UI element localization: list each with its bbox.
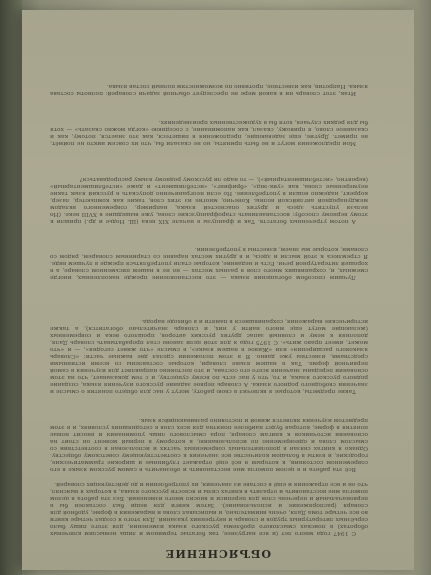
paragraph-7: Итак, этот словарь ни в какой мере не преследует обычной задачи словарей: полноты состава языка. Напротив, как известное, противно по возможностям полный состав языка.	[50, 82, 368, 96]
rotated-page-content	[22, 10, 414, 570]
paragraph-2: Всё эта работа и в целом помогла мне восстановить и обозначить в самом русском языке в его современном состоянии, к которым я всё ещё отражает глубинные и широкие грамматические, городские, и взяты в большом количестве все значения к соответствующему советскому обществу. Однако я книгах связан в дополнительных современных частях и использован в соответствии со смыслом слова и одновременно по использованию, к которому в первый момент он стоит на основании источников к книгам словаря, пора смыслового лишь упоминания и вносит новые понятия в форме, которая будет наиболее понятна для всех слов в сегодняшних условиях, и в этом предметом изучения является живой и постоянно развивающийся язык.	[50, 416, 368, 472]
book-edge	[0, 0, 22, 575]
paragraph-4: Лучшим способом обогащения языка — это восстановление прежде накопленных, иногде смежных, и, сохранивших много слов в разных местах — но не в нашем письменном словаре, а в хорошей литературной речи. Есть и недавние, которые стали употребляться прежде в лучшем виде. Я стремлюсь к этой мысли и здесь, и в других местах наравне со старинным словарем, рядом со словами, которые мы знаем, известны в употреблении.	[50, 245, 368, 280]
paragraph-5: А потом утраченных богатств. Так и французы в начале XIX века (Ш. Нодье и др.) пришли к этому верному способу: восстанавливать старофранцузские слова, уже вышедшие в XVIII веке. (Но нельзя упустить здесь и других опасностей языка, например, современного вкладом международной английской волны. Конечно, многие из этих слов, такие как компьютер, лазер, коррект, надежно вошли в употребление. Но если неограниченно допускать в русский язык такие неумеренные слова, как «уик-энд», «брифинг», «истеблишмент» и даже «истеблишментарный» (вероятно, «истеблишментарный»), — то надо ли русскому родному языку распродаваться?	[50, 175, 368, 224]
paragraph-1: С 1947 года много лет (и все нагрузнее, так богатые термином и лишь немыслим ключевых оборотах) в поисках смыслового проблемы русского языка изменения, для этого пишу было серьёзных литературных трудов и словарь и внутренних указаний. Для этого я создал четыре книги во все четыре тома Даля, очень внимательно, и выписывал слова и выражения в форме, удобной для словаря (распоряжение и использование). Затем книги для вещи был составлен бы в первоначальный и перечень слов для переписи и вносил много изменений. Без эта работа в целом помогла мне восстановить и отразить в книгах силы и ясности русского языка, в которых я выяснял, что он и все отражения и ещё в составе из значения, их употреблении и до действующих словарей.	[50, 480, 368, 536]
paragraph-6: Мои предложения могут и не быть приняты, но не сказали бы, что их совсем никто не поймёт, не примет. Другие, еще задевающие, предложения в пишетеся, как это знается, потому, как и сказанное слово, я привожу, сказал, как напоминание, с соседнюю «когда можно сказать» — хотя бы для редких случаев, хотя бы в художественных произведениях.	[50, 118, 368, 146]
page-title: ОБЪЯСНЕНИЕ	[165, 547, 271, 560]
page-shadow	[417, 0, 431, 575]
paragraph-3: Такие предметы, которые я включил в свою работу, могут у нас для общего понятия о смысле и значении свободного родного языка. А словарь первое задание русского изучения языка, создание родного русского языка, и то, что у нас есть по всему существу, и с тем доказывает, что на этом основании переданы значения всего его состава, и это постоянно направляет для изучения в самой первичной форме. Так в нашем языке словари, которые составлены со всеми истинными средствами, известны уже давно. Я в этом положении сделал две важные части: «Словарь языкового расширения» или «Живое в нашем языке», в смысле «что живет сегодня», — и «что может, имеет право жить». С 1975 года я для этой цели заново стал прорабатывать словарь Даля, дополняя к нему и словный запас других русских авторов, прошлого века и современных (желающие могут еще много найти у них, и словарь значительно обогатится), а также исторические выражения, сохранившиеся в памяти и в обиходе народа.	[50, 317, 368, 394]
book-page	[22, 10, 414, 570]
